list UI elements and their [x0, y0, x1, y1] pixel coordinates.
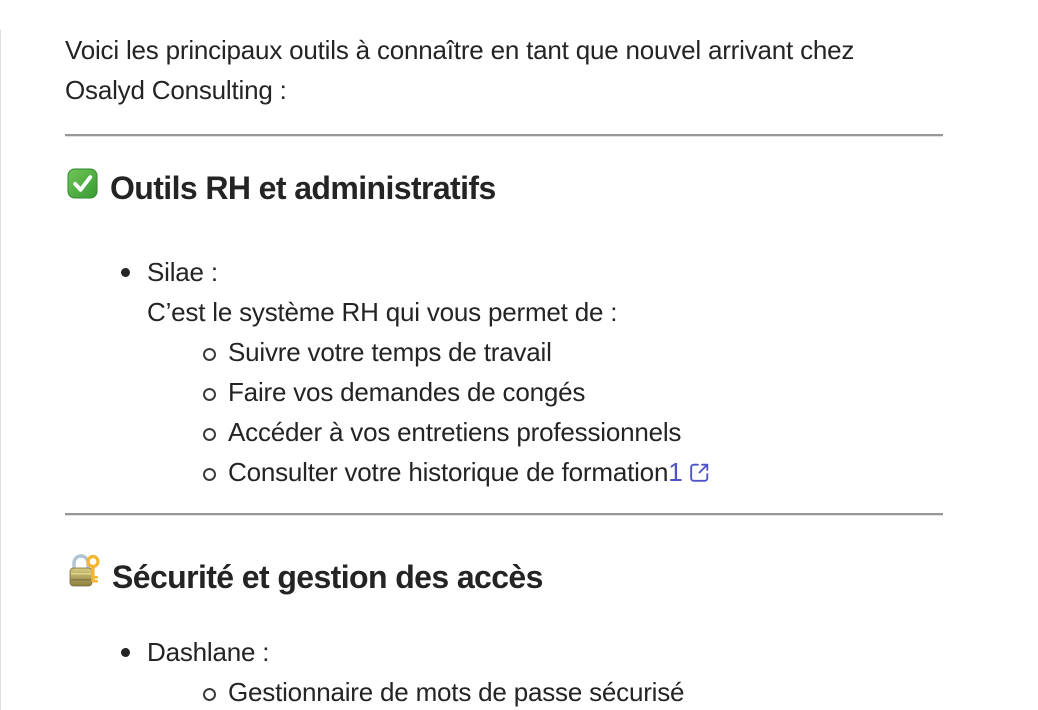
- tool-description: C’est le système RH qui vous permet de :: [147, 297, 618, 327]
- citation-number[interactable]: 1: [668, 457, 683, 487]
- feature-text: Faire vos demandes de congés: [228, 377, 586, 407]
- list-item: [147, 372, 943, 412]
- section-divider: [65, 513, 943, 515]
- tool-label: Silae :: [147, 257, 218, 287]
- feature-text: Accéder à vos entretiens professionnels: [228, 417, 682, 447]
- left-edge-border: [0, 30, 1, 710]
- intro-line-2: Osalyd Consulting :: [65, 75, 287, 105]
- tool-label: Dashlane :: [147, 637, 270, 667]
- lock-icon: [67, 553, 100, 600]
- section-divider: [65, 134, 943, 136]
- intro-text: [65, 30, 943, 110]
- list-item-dashlane: [65, 632, 943, 710]
- check-mark-icon: [67, 166, 98, 210]
- intro-line-1: Voici les principaux outils à connaître en tant que nouvel arrivant chez: [65, 35, 855, 65]
- list-item-silae: [65, 252, 943, 492]
- list-item: [147, 332, 943, 372]
- feature-text: Suivre votre temps de travail: [228, 337, 552, 367]
- tool-list-security: [65, 632, 943, 710]
- section-heading-security: [65, 553, 943, 600]
- external-link-icon: [687, 460, 712, 485]
- section-heading-rh: [65, 166, 943, 210]
- tool-list-rh: [65, 252, 943, 492]
- list-item: [147, 672, 943, 710]
- feature-text: Consulter votre historique de formation: [228, 457, 669, 487]
- section-title-rh: Outils RH et administratifs: [110, 170, 496, 206]
- feature-text: Gestionnaire de mots de passe sécurisé: [228, 677, 685, 707]
- dashlane-feature-list: [147, 672, 943, 710]
- section-title-security: Sécurité et gestion des accès: [112, 558, 543, 595]
- citation-link[interactable]: [668, 457, 712, 487]
- list-item: [147, 452, 943, 492]
- chat-message-page: [0, 30, 1038, 710]
- message-content: [65, 30, 943, 710]
- silae-feature-list: [147, 332, 943, 492]
- list-item: [147, 412, 943, 452]
